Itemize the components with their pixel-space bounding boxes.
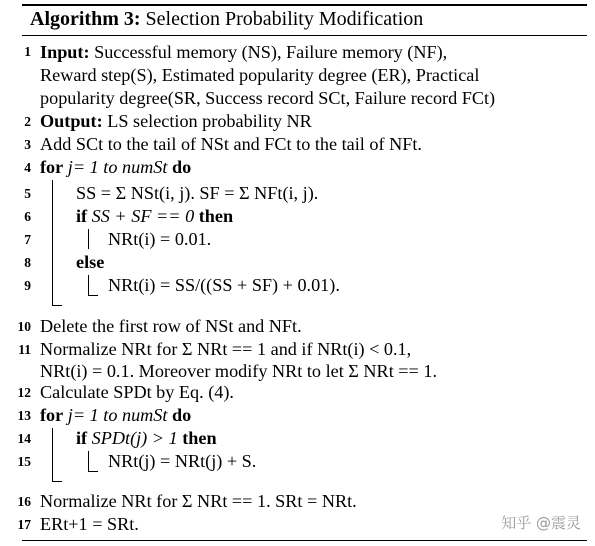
- do-keyword: do: [172, 157, 192, 177]
- if2-block-end: [88, 471, 98, 472]
- watermark: [501, 512, 581, 533]
- line-number: 13: [17, 408, 31, 423]
- output-line: [40, 110, 312, 132]
- for2-block-bar: [52, 428, 53, 481]
- else-keyword: else: [76, 252, 105, 272]
- for-range: j= 1 to numSt: [67, 405, 168, 425]
- line-number: 7: [24, 232, 31, 247]
- algorithm-label: Algorithm 3:: [30, 8, 141, 30]
- for-keyword: for: [40, 157, 64, 177]
- if-statement-2: [76, 427, 217, 449]
- title-rule: [22, 35, 587, 36]
- line-number: 16: [17, 494, 31, 509]
- if-condition: SPDt(j) > 1: [91, 428, 178, 448]
- for-block-bar: [52, 180, 53, 305]
- step-nr-default-text: NRt(i) = 0.01.: [108, 229, 212, 249]
- step-normalize-1-text: Normalize NRt for Σ NRt == 1 and if NRt(i) < 0.1,: [40, 339, 412, 359]
- line-number: 9: [24, 278, 31, 293]
- input-line-2: [40, 64, 479, 86]
- step-sum-text: SS = Σ NSt(i, j). SF = Σ NFt(i, j).: [76, 183, 319, 203]
- if-keyword: if: [76, 206, 88, 226]
- if-condition: SS + SF == 0: [91, 206, 195, 226]
- algorithm-title: [30, 8, 423, 31]
- for-loop-1: [40, 156, 191, 178]
- step-normalize-1b-text: NRt(i) = 0.1. Moreover modify NRt to let Σ NRt == 1.: [40, 361, 437, 381]
- for-range: j= 1 to numSt: [67, 157, 168, 177]
- line-number: 11: [18, 342, 31, 357]
- line-number: 3: [24, 137, 31, 152]
- then-keyword: then: [182, 428, 217, 448]
- bottom-rule: [22, 540, 587, 541]
- line-number: 2: [24, 114, 31, 129]
- watermark-site: 知乎: [501, 514, 532, 532]
- line-number: 15: [17, 454, 31, 469]
- step-nr-ratio: [108, 274, 340, 296]
- for-keyword: for: [40, 405, 64, 425]
- step-add-records: [40, 133, 422, 155]
- else-statement: [76, 251, 104, 273]
- step-delete-row-text: Delete the first row of NSt and NFt.: [40, 316, 302, 336]
- algorithm-name: Selection Probability Modification: [145, 8, 424, 30]
- line-number: 10: [17, 319, 31, 334]
- step-delete-row: [40, 315, 302, 337]
- step-nr-add-reward: [108, 450, 256, 472]
- line-number: 6: [24, 209, 31, 224]
- output-keyword: Output:: [40, 111, 103, 131]
- else-block-bar: [88, 275, 89, 295]
- step-nr-default: [108, 228, 211, 250]
- step-update-er: [40, 513, 139, 535]
- step-normalize-1: [40, 338, 411, 360]
- step-calc-spd: [40, 381, 234, 403]
- input-line-3: [40, 87, 495, 109]
- line-number: 14: [17, 431, 31, 446]
- step-normalize-1b: [40, 360, 437, 382]
- output-text: LS selection probability NR: [107, 111, 312, 131]
- do-keyword: do: [172, 405, 192, 425]
- else-block-end: [88, 295, 98, 296]
- step-normalize-2: [40, 490, 357, 512]
- step-add-records-text: Add SCt to the tail of NSt and FCt to the tail of NFt.: [40, 134, 422, 154]
- for2-block-end: [52, 481, 62, 482]
- input-line: [40, 41, 447, 63]
- if-keyword: if: [76, 428, 88, 448]
- step-sum: [76, 182, 318, 204]
- step-nr-add-reward-text: NRt(j) = NRt(j) + S.: [108, 451, 257, 471]
- top-rule: [22, 4, 587, 6]
- line-number: 17: [17, 517, 31, 532]
- input-keyword: Input:: [40, 42, 90, 62]
- step-nr-ratio-text: NRt(i) = SS/((SS + SF) + 0.01).: [108, 275, 340, 295]
- step-normalize-2-text: Normalize NRt for Σ NRt == 1. SRt = NRt.: [40, 491, 357, 511]
- step-calc-spd-text: Calculate SPDt by Eq. (4).: [40, 382, 234, 402]
- if-statement: [76, 205, 233, 227]
- input-text-1: Successful memory (NS), Failure memory (NF),: [94, 42, 448, 62]
- for-loop-2: [40, 404, 191, 426]
- line-number: 1: [24, 44, 31, 59]
- line-number: 4: [24, 160, 31, 175]
- input-text-2: Reward step(S), Estimated popularity degree (ER), Practical: [40, 65, 480, 85]
- if2-block-bar: [88, 451, 89, 471]
- line-number: 8: [24, 255, 31, 270]
- input-text-3: popularity degree(SR, Success record SCt, Failure record FCt): [40, 88, 496, 108]
- line-number: 5: [24, 186, 31, 201]
- watermark-user: @震灵: [535, 514, 581, 532]
- then-keyword: then: [198, 206, 234, 226]
- step-update-er-text: ERt+1 = SRt.: [40, 514, 139, 534]
- for-block-end: [52, 305, 62, 306]
- line-number: 12: [17, 385, 31, 400]
- if-block-bar: [88, 229, 89, 249]
